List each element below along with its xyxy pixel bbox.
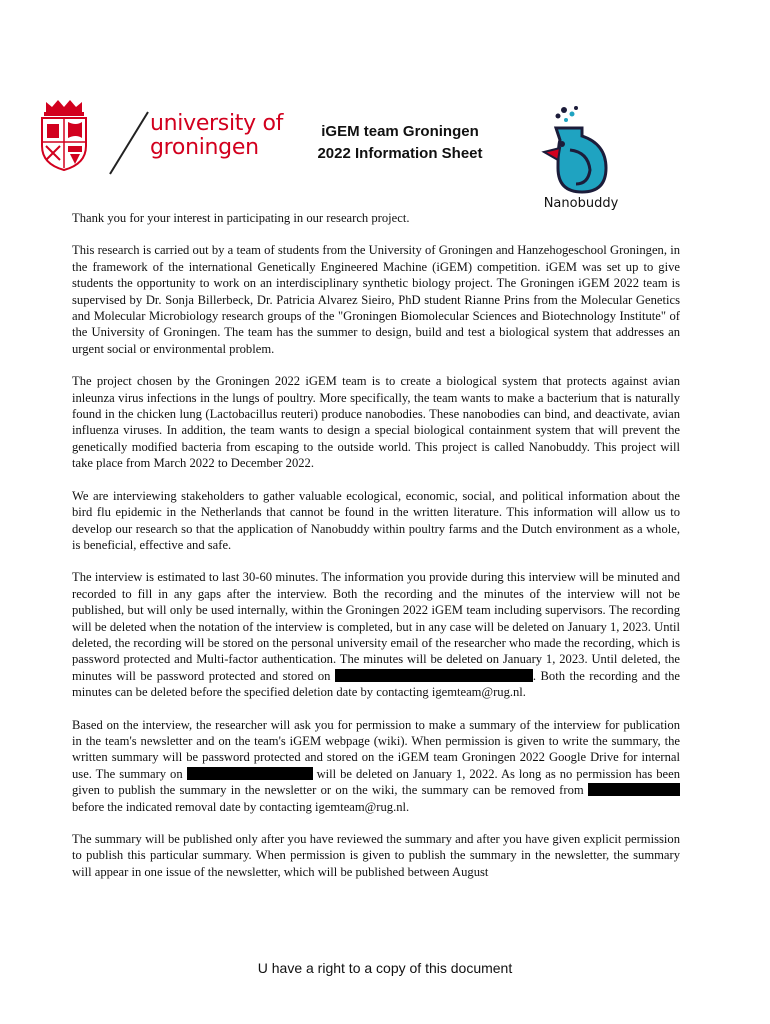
title-line1: iGEM team Groningen bbox=[321, 123, 479, 140]
logo-divider-slash bbox=[104, 108, 154, 178]
redacted-block bbox=[588, 783, 680, 796]
university-name-line1: university of bbox=[150, 111, 284, 136]
paragraph-intro: Thank you for your interest in participating in our research project. bbox=[72, 211, 410, 225]
document-body bbox=[72, 210, 680, 896]
paragraph-research: This research is carried out by a team of students from the University of Groningen and Hanzehogeschool Groningen, in the framework of the international Genetically Engineered Machine (iGEM) competition. iGEM was set up to give students the opportunity to work on an interdisciplinary synthetic biology project. The Groningen iGEM 2022 team is supervised by Dr. Sonja Billerbeck, Dr. Patricia Alvarez Sieiro, PhD student Rianne Prins from the Molecular Genetics and Molecular Microbiology research groups of the "Groningen Biomolecular Sciences and Biotechnology Institute" of the University of Groningen. The team has the summer to design, build and test a biological system that addresses an urgent social or environmental problem. bbox=[72, 243, 680, 356]
university-crest-icon bbox=[38, 98, 90, 172]
interview-text-b: . Both the recording and the minutes can be deleted before the specified deletion date by contacting igemteam@rug.nl. bbox=[72, 668, 681, 700]
paragraph-stakeholders: We are interviewing stakeholders to gather valuable ecological, economic, social, and political information about the bird flu epidemic in the Netherlands that cannot be found in the written literature. This information will allow us to develop our research so that the application of Nanobuddy within poultry farms and the Dutch environment as a whole, is beneficial, effective and safe. bbox=[72, 488, 680, 552]
nanobuddy-label: Nanobuddy bbox=[543, 196, 619, 211]
interview-text-a: The interview is estimated to last 30-60 minutes. The information you provide during this interview will be minuted and recorded to fill in any gaps after the interview. Both the recording and the minutes of the interview will not be published, but will only be used internally, within the Groningen 2022 iGEM team including supervisors. The recording will be deleted when the notation of the interview is completed, but in any case will be deleted on January 1, 2023. Until deleted, the recording will be stored on the personal university email of the researcher who made the recording, which is password protected and Multi-factor authentication. The minutes will be deleted on January 1, 2023. Until deleted, the minutes will be password protected and stored on bbox=[72, 570, 680, 683]
summary-text-b: will be deleted on January 1, 2022. As long as no permission has been given to publish the summary in the newsletter or on the wiki, the summary can be removed from bbox=[72, 766, 680, 798]
summary-text-a: Based on the interview, the researcher will ask you for permission to make a summary of the interview for publication in the team's newsletter and on the team's iGEM webpage (wiki). When permission is given to write the summary, the written summary will be password protected and stored on the iGEM team Groningen 2022 Google Drive for internal use. The summary on bbox=[72, 717, 680, 781]
paragraph-summary bbox=[72, 717, 680, 815]
summary-text-c: before the indicated removal date by contacting igemteam@rug.nl. bbox=[72, 799, 410, 814]
paragraph-publication: The summary will be published only after you have reviewed the summary and after you have given explicit permission to publish this particular summary. When permission is given to publish the summary in the newsletter, the summary will appear in one issue of the newsletter, which will be published between August bbox=[72, 832, 680, 879]
university-name bbox=[150, 112, 283, 160]
page-footer: U have a right to a copy of this document bbox=[257, 960, 513, 976]
university-logo bbox=[38, 98, 298, 178]
title-line2: 2022 Information Sheet bbox=[317, 145, 483, 162]
sheet-title bbox=[300, 121, 500, 165]
redacted-block bbox=[187, 767, 313, 780]
redacted-block bbox=[335, 669, 533, 682]
paragraph-interview bbox=[72, 569, 680, 700]
university-name-line2: groningen bbox=[150, 135, 259, 160]
paragraph-project: The project chosen by the Groningen 2022 iGEM team is to create a biological system that protects against avian inleunza virus infections in the lungs of poultry. More specifically, the team wants to make a bacterium that is naturally found in the chicken lung (Lactobacillus reuteri) produce nanobodies. These nanobodies can bind, and deactivate, avian influenza viruses. In addition, the team wants to design a special biological containment system that will prevent the genetically modified bacteria from escaping to the outside world. This project is called Nanobuddy. This project will take place from March 2022 to December 2022. bbox=[72, 374, 680, 471]
